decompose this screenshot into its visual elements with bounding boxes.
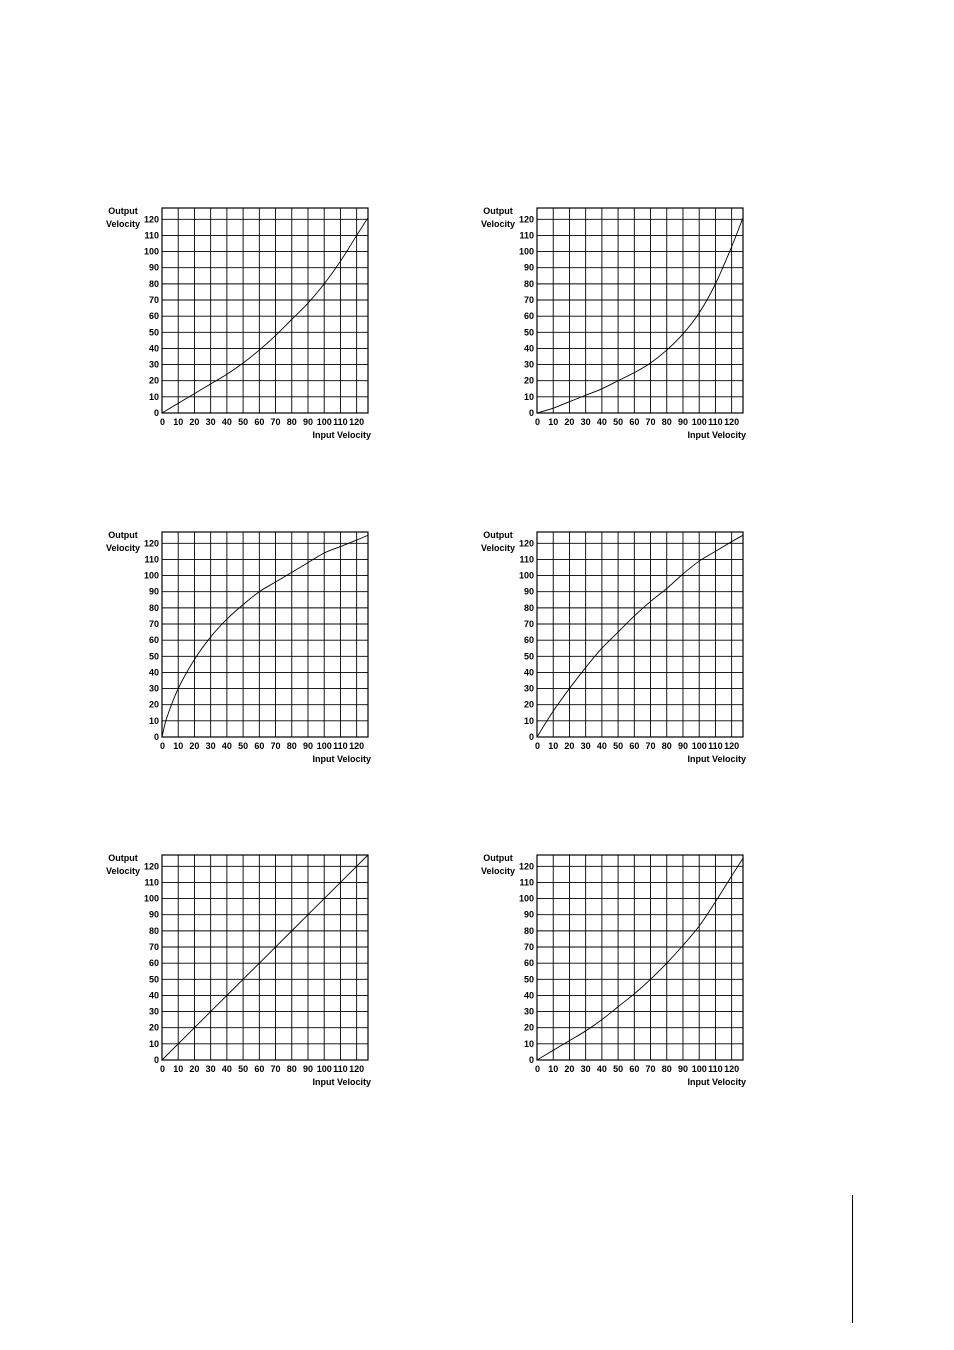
- y-tick-label: 20: [148, 699, 159, 710]
- velocity-curve-line: [162, 535, 368, 737]
- x-tick-label: 10: [548, 741, 559, 751]
- x-tick-label: 90: [677, 1064, 688, 1074]
- y-axis-label: Velocity: [480, 866, 516, 876]
- x-tick-label: 40: [221, 1064, 232, 1074]
- x-tick-label: 80: [661, 417, 672, 427]
- x-tick-label: 80: [286, 1064, 297, 1074]
- x-tick-label: 60: [254, 417, 265, 427]
- x-tick-label: 90: [302, 741, 313, 751]
- y-tick-label: 50: [523, 651, 534, 662]
- x-tick-label: 120: [349, 417, 365, 427]
- margin-rule: [852, 1195, 853, 1323]
- x-tick-label: 90: [302, 1064, 313, 1074]
- y-axis-label: Output: [483, 853, 513, 863]
- x-tick-label: 100: [691, 417, 707, 427]
- y-tick-label: 30: [148, 359, 159, 370]
- y-tick-label: 100: [518, 570, 534, 581]
- x-tick-label: 60: [254, 741, 265, 751]
- plot-frame: [537, 855, 743, 1060]
- x-tick-label: 50: [238, 741, 249, 751]
- y-tick-label: 60: [523, 958, 534, 969]
- x-tick-label: 20: [189, 1064, 200, 1074]
- y-tick-label: 30: [148, 1006, 159, 1017]
- x-tick-label: 0: [535, 741, 541, 751]
- y-tick-label: 70: [523, 295, 534, 306]
- x-tick-label: 70: [270, 1064, 281, 1074]
- x-tick-label: 70: [270, 741, 281, 751]
- y-tick-label: 20: [523, 375, 534, 386]
- y-tick-label: 60: [523, 635, 534, 646]
- y-tick-label: 10: [523, 391, 534, 402]
- y-tick-label: 30: [523, 683, 534, 694]
- x-tick-label: 0: [160, 741, 166, 751]
- x-tick-label: 70: [645, 1064, 656, 1074]
- x-tick-label: 60: [629, 1064, 640, 1074]
- x-axis-label: Input Velocity: [687, 430, 746, 440]
- x-tick-label: 20: [564, 417, 575, 427]
- y-tick-label: 50: [523, 974, 534, 985]
- y-tick-label: 20: [523, 699, 534, 710]
- velocity-curve-chart-4: [471, 524, 761, 774]
- y-tick-label: 120: [518, 214, 534, 225]
- y-tick-label: 60: [148, 635, 159, 646]
- x-tick-label: 90: [677, 741, 688, 751]
- y-tick-label: 50: [148, 327, 159, 338]
- x-tick-label: 50: [238, 1064, 249, 1074]
- y-tick-label: 10: [148, 715, 159, 726]
- y-tick-label: 120: [143, 538, 159, 549]
- velocity-curve-line: [537, 218, 743, 413]
- y-tick-label: 110: [519, 877, 534, 888]
- x-tick-label: 20: [189, 417, 200, 427]
- x-axis-label: Input Velocity: [312, 754, 371, 764]
- x-tick-label: 60: [629, 741, 640, 751]
- x-tick-label: 120: [724, 1064, 740, 1074]
- y-tick-label: 80: [523, 925, 534, 936]
- x-tick-label: 50: [613, 417, 624, 427]
- x-tick-label: 100: [316, 1064, 332, 1074]
- x-tick-label: 40: [221, 741, 232, 751]
- y-tick-label: 100: [518, 893, 534, 904]
- y-tick-label: 120: [518, 538, 534, 549]
- y-tick-label: 40: [148, 667, 159, 678]
- y-tick-label: 0: [153, 732, 159, 742]
- y-tick-label: 70: [148, 295, 159, 306]
- x-tick-label: 30: [205, 417, 216, 427]
- x-tick-label: 20: [189, 741, 200, 751]
- x-tick-label: 30: [205, 741, 216, 751]
- y-tick-label: 90: [523, 586, 534, 597]
- x-tick-label: 10: [173, 741, 184, 751]
- y-tick-label: 90: [523, 909, 534, 920]
- y-tick-label: 120: [143, 861, 159, 872]
- y-tick-label: 40: [523, 990, 534, 1001]
- x-tick-label: 10: [173, 417, 184, 427]
- velocity-curve-chart-5: [96, 847, 386, 1097]
- x-tick-label: 20: [564, 1064, 575, 1074]
- y-tick-label: 20: [148, 1022, 159, 1033]
- y-tick-label: 40: [148, 343, 159, 354]
- y-axis-label: Output: [108, 206, 138, 216]
- x-tick-label: 50: [613, 1064, 624, 1074]
- y-tick-label: 70: [148, 942, 159, 953]
- y-tick-label: 110: [144, 554, 159, 565]
- plot-frame: [537, 532, 743, 737]
- x-tick-label: 40: [596, 1064, 607, 1074]
- x-tick-label: 80: [661, 741, 672, 751]
- y-tick-label: 60: [523, 311, 534, 322]
- x-tick-label: 70: [270, 417, 281, 427]
- velocity-curve-line: [162, 218, 368, 413]
- velocity-curve-line: [537, 535, 743, 737]
- x-tick-label: 90: [677, 417, 688, 427]
- y-axis-label: Output: [108, 853, 138, 863]
- x-tick-label: 110: [333, 741, 348, 751]
- chart-svg: [96, 200, 386, 450]
- x-tick-label: 40: [596, 741, 607, 751]
- x-tick-label: 40: [221, 417, 232, 427]
- x-tick-label: 100: [316, 417, 332, 427]
- y-tick-label: 90: [148, 262, 159, 273]
- x-tick-label: 80: [661, 1064, 672, 1074]
- y-tick-label: 80: [148, 602, 159, 613]
- y-tick-label: 70: [523, 942, 534, 953]
- x-tick-label: 120: [349, 1064, 365, 1074]
- y-tick-label: 0: [153, 1055, 159, 1065]
- x-tick-label: 50: [613, 741, 624, 751]
- y-tick-label: 70: [148, 619, 159, 630]
- x-tick-label: 30: [205, 1064, 216, 1074]
- chart-svg: [96, 847, 386, 1097]
- x-tick-label: 30: [580, 741, 591, 751]
- y-tick-label: 100: [143, 246, 159, 257]
- x-axis-label: Input Velocity: [312, 430, 371, 440]
- x-tick-label: 110: [333, 417, 348, 427]
- y-tick-label: 120: [518, 861, 534, 872]
- y-tick-label: 30: [148, 683, 159, 694]
- y-tick-label: 80: [523, 602, 534, 613]
- x-tick-label: 100: [316, 741, 332, 751]
- y-tick-label: 60: [148, 958, 159, 969]
- y-axis-label: Output: [483, 206, 513, 216]
- y-tick-label: 20: [148, 375, 159, 386]
- x-tick-label: 100: [691, 1064, 707, 1074]
- y-axis-label: Velocity: [105, 866, 141, 876]
- y-axis-label: Velocity: [105, 543, 141, 553]
- x-tick-label: 120: [724, 417, 740, 427]
- velocity-curve-chart-3: [96, 524, 386, 774]
- y-tick-label: 20: [523, 1022, 534, 1033]
- x-tick-label: 70: [645, 741, 656, 751]
- plot-frame: [537, 208, 743, 413]
- y-axis-label: Velocity: [480, 219, 516, 229]
- x-tick-label: 30: [580, 1064, 591, 1074]
- y-tick-label: 40: [523, 667, 534, 678]
- y-tick-label: 50: [148, 974, 159, 985]
- x-tick-label: 0: [535, 1064, 541, 1074]
- plot-frame: [162, 532, 368, 737]
- y-tick-label: 30: [523, 1006, 534, 1017]
- y-tick-label: 30: [523, 359, 534, 370]
- x-tick-label: 40: [596, 417, 607, 427]
- y-tick-label: 110: [519, 554, 534, 565]
- y-tick-label: 40: [148, 990, 159, 1001]
- velocity-curve-line: [537, 858, 743, 1060]
- y-tick-label: 90: [148, 586, 159, 597]
- y-axis-label: Velocity: [105, 219, 141, 229]
- y-tick-label: 110: [144, 230, 159, 241]
- x-tick-label: 110: [708, 1064, 723, 1074]
- y-tick-label: 90: [523, 262, 534, 273]
- y-tick-label: 100: [143, 893, 159, 904]
- velocity-curve-chart-6: [471, 847, 761, 1097]
- x-tick-label: 120: [349, 741, 365, 751]
- x-tick-label: 110: [708, 741, 723, 751]
- x-tick-label: 60: [254, 1064, 265, 1074]
- y-tick-label: 120: [143, 214, 159, 225]
- x-tick-label: 0: [535, 417, 541, 427]
- y-tick-label: 0: [528, 1055, 534, 1065]
- y-tick-label: 110: [519, 230, 534, 241]
- x-tick-label: 0: [160, 417, 166, 427]
- x-tick-label: 10: [548, 1064, 559, 1074]
- y-tick-label: 70: [523, 619, 534, 630]
- x-tick-label: 110: [333, 1064, 348, 1074]
- y-tick-label: 10: [148, 1038, 159, 1049]
- x-tick-label: 120: [724, 741, 740, 751]
- x-tick-label: 0: [160, 1064, 166, 1074]
- x-axis-label: Input Velocity: [687, 1077, 746, 1087]
- velocity-curve-line: [162, 855, 368, 1060]
- y-tick-label: 0: [528, 732, 534, 742]
- y-tick-label: 0: [153, 408, 159, 418]
- y-axis-label: Output: [483, 530, 513, 540]
- y-tick-label: 110: [144, 877, 159, 888]
- x-tick-label: 10: [548, 417, 559, 427]
- x-axis-label: Input Velocity: [312, 1077, 371, 1087]
- y-tick-label: 10: [523, 1038, 534, 1049]
- y-tick-label: 0: [528, 408, 534, 418]
- x-tick-label: 90: [302, 417, 313, 427]
- x-tick-label: 50: [238, 417, 249, 427]
- y-tick-label: 50: [523, 327, 534, 338]
- y-tick-label: 80: [523, 278, 534, 289]
- chart-svg: [471, 847, 761, 1097]
- x-tick-label: 10: [173, 1064, 184, 1074]
- chart-svg: [96, 524, 386, 774]
- velocity-curve-chart-2: [471, 200, 761, 450]
- x-tick-label: 30: [580, 417, 591, 427]
- y-tick-label: 100: [518, 246, 534, 257]
- x-tick-label: 70: [645, 417, 656, 427]
- y-tick-label: 40: [523, 343, 534, 354]
- chart-svg: [471, 524, 761, 774]
- x-tick-label: 80: [286, 741, 297, 751]
- x-axis-label: Input Velocity: [687, 754, 746, 764]
- y-axis-label: Output: [108, 530, 138, 540]
- y-axis-label: Velocity: [480, 543, 516, 553]
- y-tick-label: 90: [148, 909, 159, 920]
- y-tick-label: 80: [148, 925, 159, 936]
- y-tick-label: 50: [148, 651, 159, 662]
- y-tick-label: 80: [148, 278, 159, 289]
- y-tick-label: 10: [148, 391, 159, 402]
- plot-frame: [162, 208, 368, 413]
- y-tick-label: 100: [143, 570, 159, 581]
- x-tick-label: 100: [691, 741, 707, 751]
- x-tick-label: 60: [629, 417, 640, 427]
- chart-svg: [471, 200, 761, 450]
- x-tick-label: 20: [564, 741, 575, 751]
- velocity-curve-chart-1: [96, 200, 386, 450]
- y-tick-label: 60: [148, 311, 159, 322]
- x-tick-label: 80: [286, 417, 297, 427]
- x-tick-label: 110: [708, 417, 723, 427]
- y-tick-label: 10: [523, 715, 534, 726]
